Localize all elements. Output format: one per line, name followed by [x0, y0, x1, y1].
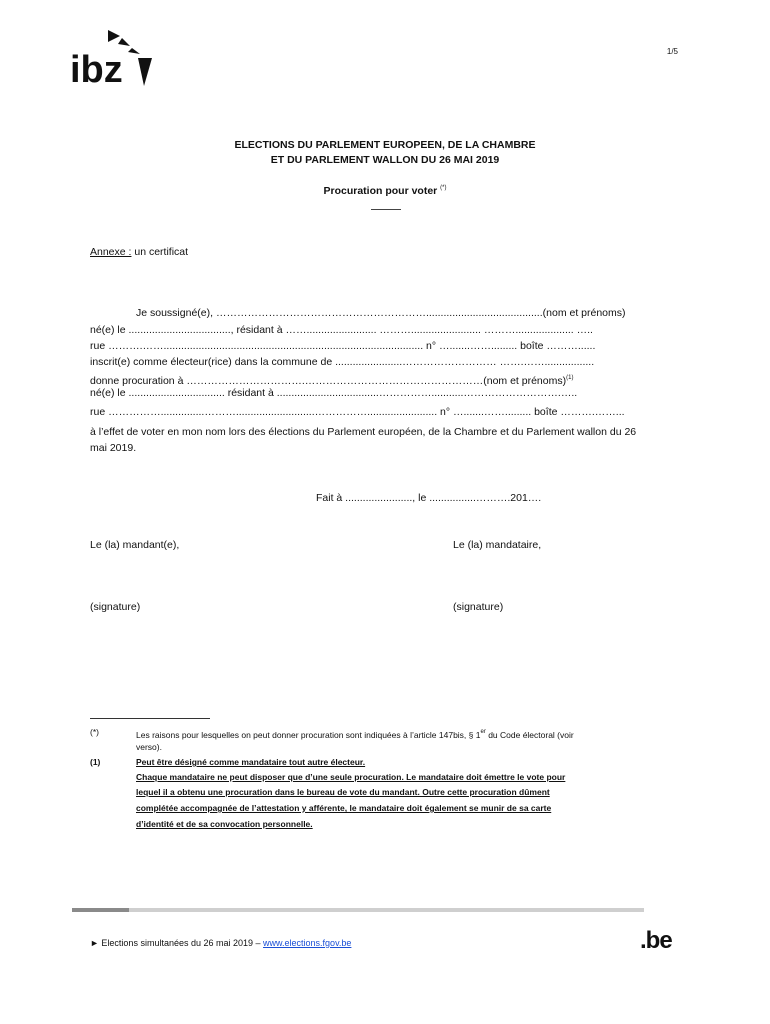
footnote-star-line2: verso).: [136, 742, 162, 752]
footnote-one-line3: lequel il a obtenu une procuration dans le bureau de vote du mandant. Outre cette procuration dûment: [136, 787, 550, 797]
effect-text-line2: mai 2019.: [90, 442, 137, 454]
elections-website-link[interactable]: www.elections.fgov.be: [263, 938, 352, 948]
annex-line: [90, 246, 188, 259]
document-title-line2: ET DU PARLEMENT WALLON DU 26 MAI 2019: [270, 154, 500, 166]
ibz-logo-mark: [70, 28, 152, 90]
form-line-soussigne: Je soussigné(e), ……………………………………………………........................................(nom et prénoms): [136, 307, 626, 319]
subtitle-footnote-ref: (*): [440, 185, 447, 191]
form-line-rue: rue ……….……......................................................................................... n° ….......……......... boîte ………......: [90, 340, 596, 352]
annex-text: un certificat: [131, 246, 189, 258]
footer-text: [90, 937, 351, 950]
footnote-one-line2: Chaque mandataire ne peut disposer que d’une seule procuration. Le mandataire doit émettre le vote pour: [136, 772, 566, 782]
page-number: 1/5: [666, 47, 678, 56]
ibz-logo: [70, 28, 152, 90]
footnote-one-line5: d’identité et de sa convocation personnelle.: [136, 819, 313, 829]
document-title-line1: ELECTIONS DU PARLEMENT EUROPEEN, DE LA CHAMBRE: [234, 139, 536, 151]
footnote-star-text-b: du Code électoral (voir: [485, 730, 574, 740]
footnote-star-text-a: Les raisons pour lesquelles on peut donner procuration sont indiquées à l’article 147bis, § 1: [136, 730, 481, 740]
mandant-label: Le (la) mandant(e),: [90, 539, 180, 551]
form-line-ne-le: né(e) le ..................................., résidant à ……........................ ………........................ ……….................... …..: [90, 324, 593, 336]
footer-label: Elections simultanées du 26 mai 2019 –: [98, 938, 264, 948]
footnote-star-text: [136, 725, 574, 743]
procuration-footnote-ref: (1): [566, 375, 574, 381]
footer-arrow-icon: ►: [90, 938, 99, 948]
signature-left-label: (signature): [90, 601, 141, 613]
footer-progress-fill: [72, 908, 129, 912]
be-logo: .be: [640, 927, 672, 954]
effect-text-line1: à l’effet de voter en mon nom lors des élections du Parlement européen, de la Chambre et du Parlement wallon du 26: [90, 426, 637, 438]
fait-a-line: Fait à ......................., le ................……….201….: [316, 492, 542, 504]
ibz-logo-text: ibz: [70, 49, 123, 90]
footnote-one-line4: complétée accompagnée de l’attestation y afférente, le mandataire doit également se munir de sa carte: [136, 803, 552, 813]
annex-label: Annexe :: [90, 246, 132, 258]
signature-right-label: (signature): [453, 601, 504, 613]
subtitle-text: Procuration pour voter: [323, 185, 438, 197]
footnote-star-marker: (*): [90, 727, 99, 737]
title-divider: [371, 209, 401, 210]
footnote-separator: [90, 718, 210, 719]
mandataire-label: Le (la) mandataire,: [453, 539, 542, 551]
form-line-mandataire-ne-le: né(e) le ................................. résidant à ...................................……………...........……………………….…..: [90, 387, 578, 399]
form-line-mandataire-rue: rue ……………...............………...........................……………........................ n° ….......……......... boîte ……….……...: [90, 406, 625, 418]
footnote-star-sup: er: [480, 729, 486, 735]
footer-progress-track: [72, 908, 644, 912]
document-subtitle: [0, 182, 770, 198]
form-line-inscrit: inscrit(e) comme électeur(rice) dans la commune de .......................……………………… …….…….................: [90, 356, 595, 368]
form-line-procuration: [90, 372, 573, 388]
footnote-one-line1: Peut être désigné comme mandataire tout autre électeur.: [136, 757, 366, 767]
procuration-text: donne procuration à …………………………….……………………………………………(nom et prénoms): [90, 375, 567, 387]
footnote-one-marker: (1): [90, 757, 101, 767]
